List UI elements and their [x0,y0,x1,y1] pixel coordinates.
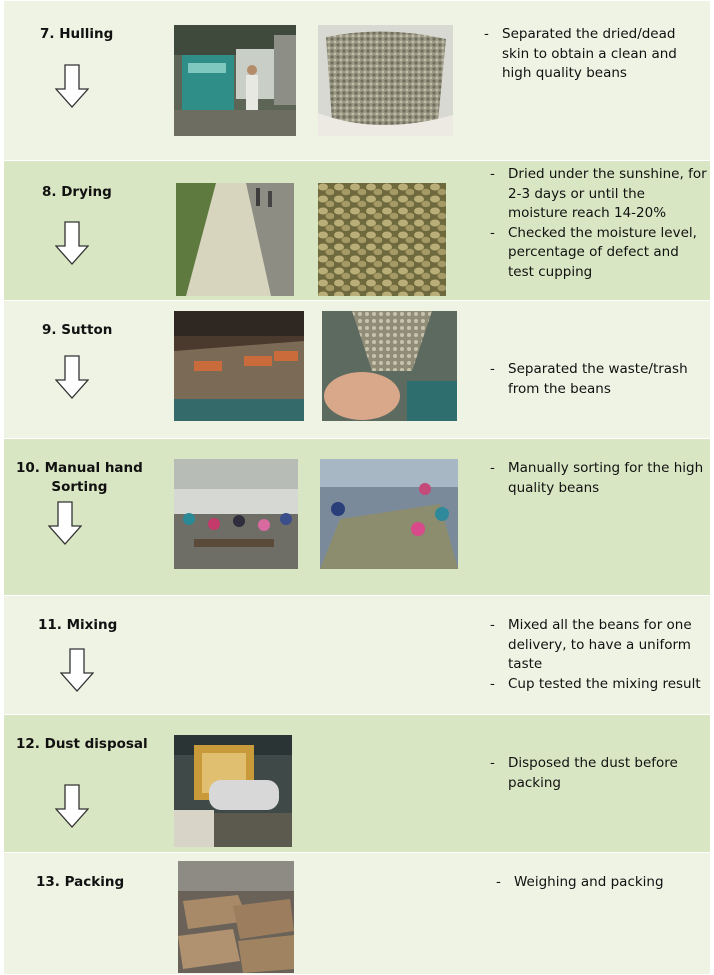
step-title: 7. Hulling [40,26,114,42]
hulled-beans-sack-photo [318,25,453,136]
step-row-drying [4,160,710,301]
step-description [490,754,708,793]
step-row-sutton [4,300,710,439]
sutton-sorting-table-photo [174,311,304,421]
packing-sacks-photo [178,861,294,973]
step-description [496,873,706,893]
step-title-line: Sorting [51,479,108,495]
down-arrow-icon [55,784,89,828]
description-item: - Manually sorting for the high quality beans [490,460,704,496]
sorting-hall-photo [174,459,298,569]
down-arrow-icon [55,64,89,108]
description-item: - Checked the moisture level, percentage of defect and test cupping [490,224,697,280]
step-row-dust-disposal [4,714,710,853]
description-item: - Disposed the dust before packing [490,755,678,791]
step-row-manual-sorting [4,438,710,596]
step-title [16,459,143,497]
hulling-machine-photo [174,25,296,136]
step-title: 11. Mixing [38,617,118,633]
down-arrow-icon [55,355,89,399]
description-item: - Weighing and packing [496,874,664,890]
sorting-workers-photo [320,459,458,569]
step-title: 12. Dust disposal [16,736,148,752]
down-arrow-icon [60,648,94,692]
dust-machine-photo [174,735,292,847]
step-description [490,165,708,282]
description-item: - Cup tested the mixing result [490,675,701,692]
down-arrow-icon [48,501,82,545]
step-description [484,25,706,84]
step-description [490,459,708,498]
description-item: - Separated the dried/dead skin to obtain a clean and high quality beans [484,26,677,81]
step-row-hulling [4,0,710,161]
step-title: 8. Drying [42,184,112,200]
step-description [490,616,708,694]
description-item: - Mixed all the beans for one delivery, to have a uniform taste [490,617,692,672]
dried-beans-closeup-photo [318,183,446,296]
step-row-mixing [4,595,710,715]
description-item: - Dried under the sunshine, for 2-3 days or until the moisture reach 14-20% [490,166,707,221]
step-row-packing [4,852,710,974]
step-title: 13. Packing [36,874,125,890]
description-item: - Separated the waste/trash from the beans [490,361,688,397]
step-title: 9. Sutton [42,322,113,338]
down-arrow-icon [55,221,89,265]
beans-in-hand-photo [322,311,457,421]
step-title-line: 10. Manual hand [16,460,143,476]
step-description [490,360,708,399]
sun-drying-road-photo [176,183,294,296]
